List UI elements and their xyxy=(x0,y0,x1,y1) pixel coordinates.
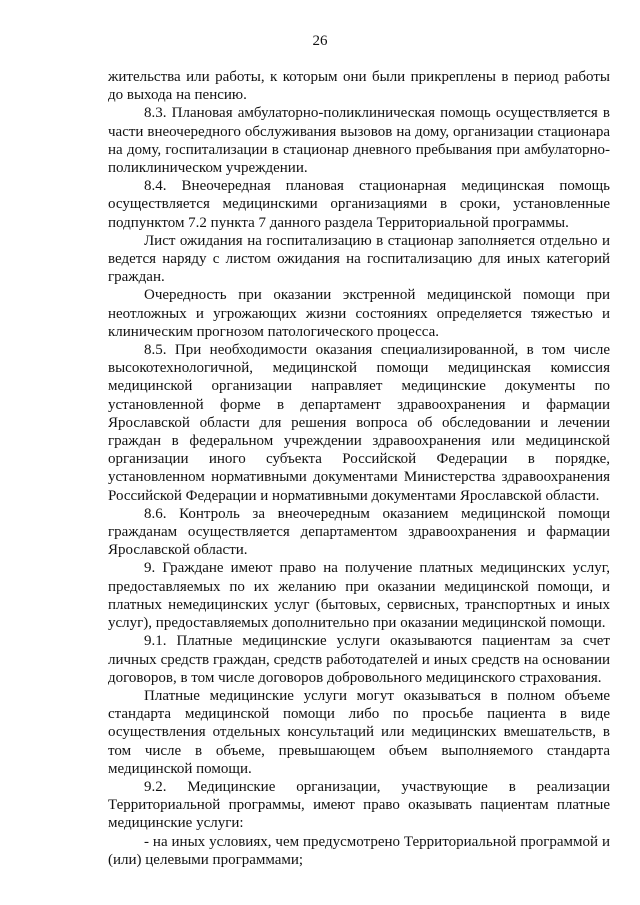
paragraph-9: 9. Граждане имеют право на получение платных медицинских услуг, предоставляемых по их желанию при оказании медицинской помощи, и платных немедицинских услуг (бытовых, сервисных, транспортных и иных услуг), предоставляемых дополнительно при оказании медицинской помощи. xyxy=(108,560,610,632)
list-item-other-conditions: - на иных условиях, чем предусмотрено Территориальной программой и (или) целевыми программами; xyxy=(108,833,610,868)
paragraph-9-1: 9.1. Платные медицинские услуги оказываются пациентам за счет личных средств граждан, средств работодателей и иных средств на основании договоров, в том числе договоров добровольного медицинского страхования. xyxy=(108,633,610,686)
paragraph-emergency-priority: Очередность при оказании экстренной медицинской помощи при неотложных и угрожающих жизни состояниях определяется тяжестью и клиническим прогнозом патологического процесса. xyxy=(108,287,610,340)
paragraph-8-5: 8.5. При необходимости оказания специализированной, в том числе высокотехнологичной, медицинской помощи медицинская комиссия медицинской организации направляет медицинские документы по установленной форме в департамент здравоохранения и фармации Ярославской области для решения вопроса об обследовании и лечении граждан в федеральном учреждении здравоохранения или медицинской организации иного субъекта Российской Федерации в порядке, установленном нормативными документами Министерства здравоохранения Российской Федерации и нормативными документами Ярославской области. xyxy=(108,342,610,504)
paragraph-9-2: 9.2. Медицинские организации, участвующие в реализации Территориальной программы, имеют право оказывать пациентам платные медицинские услуги: xyxy=(108,778,610,832)
paragraph-8-4: 8.4. Внеочередная плановая стационарная медицинская помощь осуществляется медицинскими организациями в сроки, установленные подпунктом 7.2 пункта 7 данного раздела Территориальной программы. xyxy=(108,178,610,231)
paragraph-8-3: 8.3. Плановая амбулаторно-поликлиническая помощь осуществляется в части внеочередного обслуживания вызовов на дому, организации стационара на дому, госпитализации в стационар дневного пребывания при амбулаторно-поликлиническом учреждении. xyxy=(108,105,610,177)
page-number: 26 xyxy=(312,33,328,49)
paragraph-waiting-list: Лист ожидания на госпитализацию в стационар заполняется отдельно и ведется наряду с листом ожидания на госпитализацию для иных категорий граждан. xyxy=(108,232,610,286)
paragraph-paid-services: Платные медицинские услуги могут оказываться в полном объеме стандарта медицинской помощи либо по просьбе пациента в виде осуществления отдельных консультаций или медицинских вмешательств, в том числе в объеме, превышающем объем выполняемого стандарта медицинской помощи. xyxy=(108,687,610,777)
paragraph-continuation: жительства или работы, к которым они были прикреплены в период работы до выхода на пенсию. xyxy=(108,69,610,104)
paragraph-8-6: 8.6. Контроль за внеочередным оказанием медицинской помощи гражданам осуществляется департаментом здравоохранения и фармации Ярославской области. xyxy=(108,505,610,559)
document-body xyxy=(108,68,610,869)
